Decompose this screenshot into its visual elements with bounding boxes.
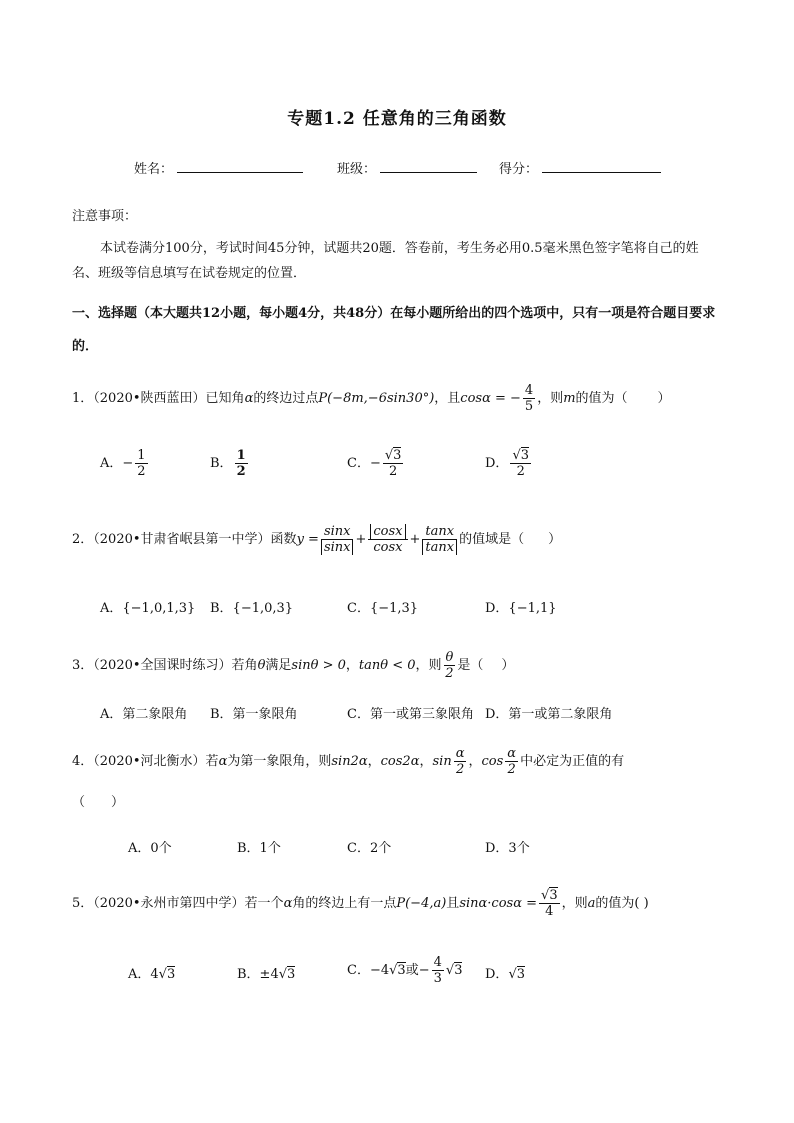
q5-point: P(−4,a) [396, 896, 447, 911]
section-title: 一、选择题（本大题共12小题，每小题4分，共48分）在每小题所给出的四个选项中，只有一项是符合题目要求的． [72, 306, 716, 354]
q5-var-a: a [587, 896, 596, 911]
q5-text: 角的终边上有一点 [292, 896, 397, 911]
question-4: 4．（2020•河北衡水）若α为第一象限角，则sin2α，cos2α，sin $\frac{\alpha}{2}$ ，cos $\frac{\alpha}{2}$ 中必定为正值的有 [72, 746, 625, 777]
notice-text: 本试卷满分100分，考试时间45分钟，试题共20题．答卷前，考生务必用0.5毫米黑色签字笔将自己的姓名、班级等信息填写在试卷规定的位置． [72, 241, 699, 281]
q4-option-d[interactable]: D．3个 [485, 841, 530, 856]
question-3: 3．（2020•全国课时练习）若角θ满足sinθ > 0，tanθ < 0，则 $\frac{\theta}{2}$ 是（ ） [72, 650, 515, 681]
q4-option-b[interactable]: B．1个 [237, 841, 281, 856]
q4-text: 为第一象限角，则 [227, 754, 332, 769]
q5-option-c[interactable]: C．−4√3或− $\frac{4}{3}$ √3 [347, 955, 463, 986]
q5-source: （2020•永州市第四中学） [93, 896, 245, 911]
q4-alpha: α [218, 754, 228, 769]
q1-option-b[interactable]: B． $\frac{1}{2}$ [210, 448, 246, 479]
q1-fraction: $\frac{4}{5}$ [524, 383, 534, 414]
score-label: 得分： [499, 162, 539, 177]
q4-option-a[interactable]: A．0个 [128, 841, 172, 856]
q1-cos: cosα = − [460, 391, 521, 406]
q2-text: 的值域是（ [459, 532, 525, 547]
q2-text: 函数 [270, 532, 297, 547]
q4-option-c[interactable]: C．2个 [347, 841, 392, 856]
q2-text: ） [548, 532, 562, 547]
q3-theta: θ [257, 658, 266, 673]
q2-option-c[interactable]: C．{−1,3} [347, 601, 419, 616]
q5-text: 且 [446, 896, 460, 911]
q5-alpha: α [283, 896, 293, 911]
q3-option-a[interactable]: A．第二象限角 [100, 707, 188, 722]
q1-number: 1． [72, 391, 94, 406]
q2-frac-1: $\frac{\sin x}{\sin x}$ [321, 524, 354, 555]
q2-option-b[interactable]: B．{−1,0,3} [210, 601, 294, 616]
q3-text: 若角 [231, 658, 258, 673]
q2-frac-2: $\frac{\cos x}{\cos x}$ [368, 524, 407, 555]
q4-number: 4． [72, 754, 94, 769]
q1-text: 的值为（ [575, 391, 628, 406]
q4-text: 若 [205, 754, 219, 769]
q1-text: 的终边过点 [253, 391, 319, 406]
class-label: 班级： [337, 162, 377, 177]
q1-source: （2020•陕西蓝田） [93, 391, 206, 406]
q3-text: ） [501, 658, 515, 673]
q2-func: y = [296, 532, 319, 547]
q2-option-a[interactable]: A．{−1,0,1,3} [100, 601, 196, 616]
q3-option-d[interactable]: D．第一或第二象限角 [485, 707, 613, 722]
q3-text: 满足 [265, 658, 292, 673]
question-5 [72, 888, 649, 919]
q3-option-c[interactable]: C．第一或第三象限角 [347, 707, 474, 722]
q5-option-d[interactable]: D．√3 [485, 967, 526, 982]
q4-answer-paren: （ ） [72, 795, 125, 810]
name-line[interactable] [177, 159, 303, 173]
q3-text: 是（ [457, 658, 484, 673]
q5-option-a[interactable]: A．4√3 [128, 967, 176, 982]
q1-option-c[interactable]: C．− $\frac{√3}{2}$ [347, 448, 402, 479]
q4-text: 中必定为正值的有 [520, 754, 625, 769]
class-line[interactable] [380, 159, 477, 173]
q2-number: 2． [72, 532, 94, 547]
q3-cond-2: tanθ < 0 [358, 658, 416, 673]
q5-option-b[interactable]: B．±4√3 [237, 967, 296, 982]
q3-option-b[interactable]: B．第一象限角 [210, 707, 298, 722]
q1-point: P(−8m,−6sin30°) [318, 391, 435, 406]
name-field[interactable] [134, 158, 303, 177]
q3-number: 3． [72, 658, 94, 673]
q2-option-d[interactable]: D．{−1,1} [485, 601, 557, 616]
q1-option-a[interactable]: A．− $\frac{1}{2}$ [100, 448, 146, 479]
class-field[interactable] [337, 158, 477, 177]
question-1 [72, 383, 671, 414]
q1-text: ，且 [434, 391, 461, 406]
q3-text: ，则 [415, 658, 442, 673]
q5-fraction: $\frac{√3}{4}$ [541, 888, 558, 919]
q2-frac-3: $\frac{\tan x}{\tan x}$ [422, 524, 457, 555]
q5-text: ，则 [561, 896, 588, 911]
q3-fraction: $\frac{\theta}{2}$ [445, 650, 454, 681]
score-line[interactable] [542, 159, 661, 173]
q3-cond-1: sinθ > 0 [291, 658, 346, 673]
notice-title: 注意事项： [72, 209, 138, 224]
q1-text: ，则 [537, 391, 564, 406]
q1-text: 已知角 [205, 391, 245, 406]
q4-source: （2020•河北衡水） [93, 754, 206, 769]
q1-alpha: α [244, 391, 254, 406]
q3-source: （2020•全国课时练习） [93, 658, 232, 673]
q5-number: 5． [72, 896, 94, 911]
question-2: 2．（2020•甘肃省岷县第一中学）函数y = $\frac{\sin x}{\sin x}$ + $\frac{\cos x}{\cos x}$ + $\frac{\tan x}{\tan x}$ 的值域是（ ） [72, 524, 562, 555]
q5-text: 的值为( ) [595, 896, 649, 911]
name-label: 姓名： [134, 162, 174, 177]
page-title: 专题1.2 任意角的三角函数 [287, 109, 507, 129]
q1-text: ） [657, 391, 671, 406]
q5-text: 若一个 [244, 896, 284, 911]
q5-expr: sinα·cosα = [459, 896, 538, 911]
q1-var-m: m [563, 391, 576, 406]
q1-option-d[interactable]: D． $\frac{√3}{2}$ [485, 448, 530, 479]
q2-source: （2020•甘肃省岷县第一中学） [93, 532, 271, 547]
score-field[interactable] [499, 158, 661, 177]
